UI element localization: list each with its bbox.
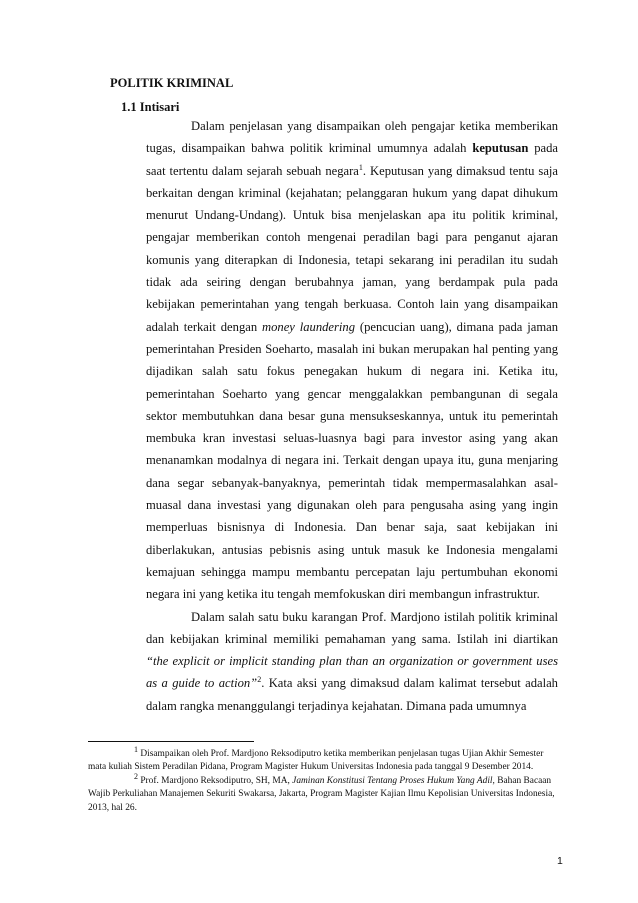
italic-term: money laundering xyxy=(262,319,356,334)
footnote-number: 2 xyxy=(134,771,138,781)
footnote-book-title: Jaminan Konstitusi Tentang Proses Hukum Yang Adil xyxy=(292,775,493,786)
footnote-ref-2[interactable]: 2 xyxy=(257,675,262,685)
paragraph-text: (pencucian uang), dimana pada jaman pemerintahan Presiden Soeharto, masalah ini bukan merupakan hal penting yang dijadikan salah satu fokus penegakan hukum di negara ini. Ketika itu, pemerintahan Soeharto yang gencar menggalakkan pembangunan di segala sektor membutuhkan dana besar guna mensukseskannya, untuk itu pemerintah membuka kran investasi seluas-luasnya bagi para investor asing yang akan menanamkan modalnya di negara ini. Terkait dengan upaya itu, guna menjaring dana segar sebanyak-banyaknya, pemerintah tidak mempermasalahkan asal-muasal dana investasi yang digunakan oleh para pengusaha asing yang ingin memperluas bisnisnya di Indonesia. Dan benar saja, saat kebijakan ini diberlakukan, antusias pebisnis asing untuk masuk ke Indonesia mengalami kemajuan sehingga mampu membantu percepatan laju pertumbuhan ekonomi negara ini yang ketika itu tengah memfokuskan diri membangun infrastruktur. xyxy=(146,319,559,602)
paragraph-text: Dalam penjelasan yang disampaikan oleh pengajar ketika memberikan tugas, disampaikan bahwa politik kriminal umumnya adalah xyxy=(146,119,558,156)
footnote-1 xyxy=(88,744,558,775)
footnote-2 xyxy=(88,771,558,815)
paragraph-text: Dalam salah satu buku karangan Prof. Mardjono istilah politik kriminal dan kebijakan kriminal memiliki pemahaman yang sama. Istilah ini diartikan xyxy=(146,609,558,646)
bold-term: keputusan xyxy=(472,141,529,156)
italic-quote: “the explicit or implicit standing plan than an organization or government uses as a guide to action” xyxy=(146,654,558,691)
footnote-text: Prof. Mardjono Reksodiputro, SH, MA, xyxy=(138,775,293,786)
paragraph-text: pada saat tertentu dalam sejarah sebuah negara xyxy=(146,141,559,178)
footnote-number: 1 xyxy=(134,744,138,754)
footnote-text: , Bahan Bacaan Wajib Perkuliahan Manajemen Sekuriti Swakarsa, Jakarta, Program Magister Kajian Ilmu Kepolisian Universitas Indonesia, 2013, hal 26. xyxy=(88,775,555,813)
footnote-text: Disampaikan oleh Prof. Mardjono Reksodiputro ketika memberikan penjelasan tugas Ujian Akhir Semester mata kuliah Sistem Peradilan Pidana, Program Magister Hukum Universitas Indonesia pada tanggal 9 Desember 2014. xyxy=(88,749,544,773)
paragraph-text: . Kata aksi yang dimaksud dalam kalimat tersebut adalah dalam rangka menanggulangi terjadinya kejahatan. Dimana pada umumnya xyxy=(146,676,558,713)
paragraph-2 xyxy=(146,606,558,717)
body-text xyxy=(146,115,558,717)
footnote-separator xyxy=(88,741,254,742)
chapter-heading: POLITIK KRIMINAL xyxy=(110,76,234,90)
section-heading: 1.1 Intisari xyxy=(121,100,180,114)
paragraph-1 xyxy=(146,115,558,606)
paragraph-text: . Keputusan yang dimaksud tentu saja berkaitan dengan kriminal (kejahatan; pelanggaran hukum yang dapat dihukum menurut Undang-Undang). Untuk bisa menjelaskan apa itu politik kriminal, pengajar memberikan contoh mengenai peradilan bagi para penganut ajaran komunis yang diterapkan di Indonesia, tetapi sekarang ini peradilan itu sudah tidak ada seiring dengan berubahnya jaman, yang berdampak pula pada kebijakan pemerintahan yang tengah berkuasa. Contoh lain yang disampaikan adalah terkait dengan xyxy=(146,163,558,334)
footnote-ref-1[interactable]: 1 xyxy=(358,162,363,172)
footnotes xyxy=(88,744,558,815)
page-number: 1 xyxy=(557,855,563,867)
